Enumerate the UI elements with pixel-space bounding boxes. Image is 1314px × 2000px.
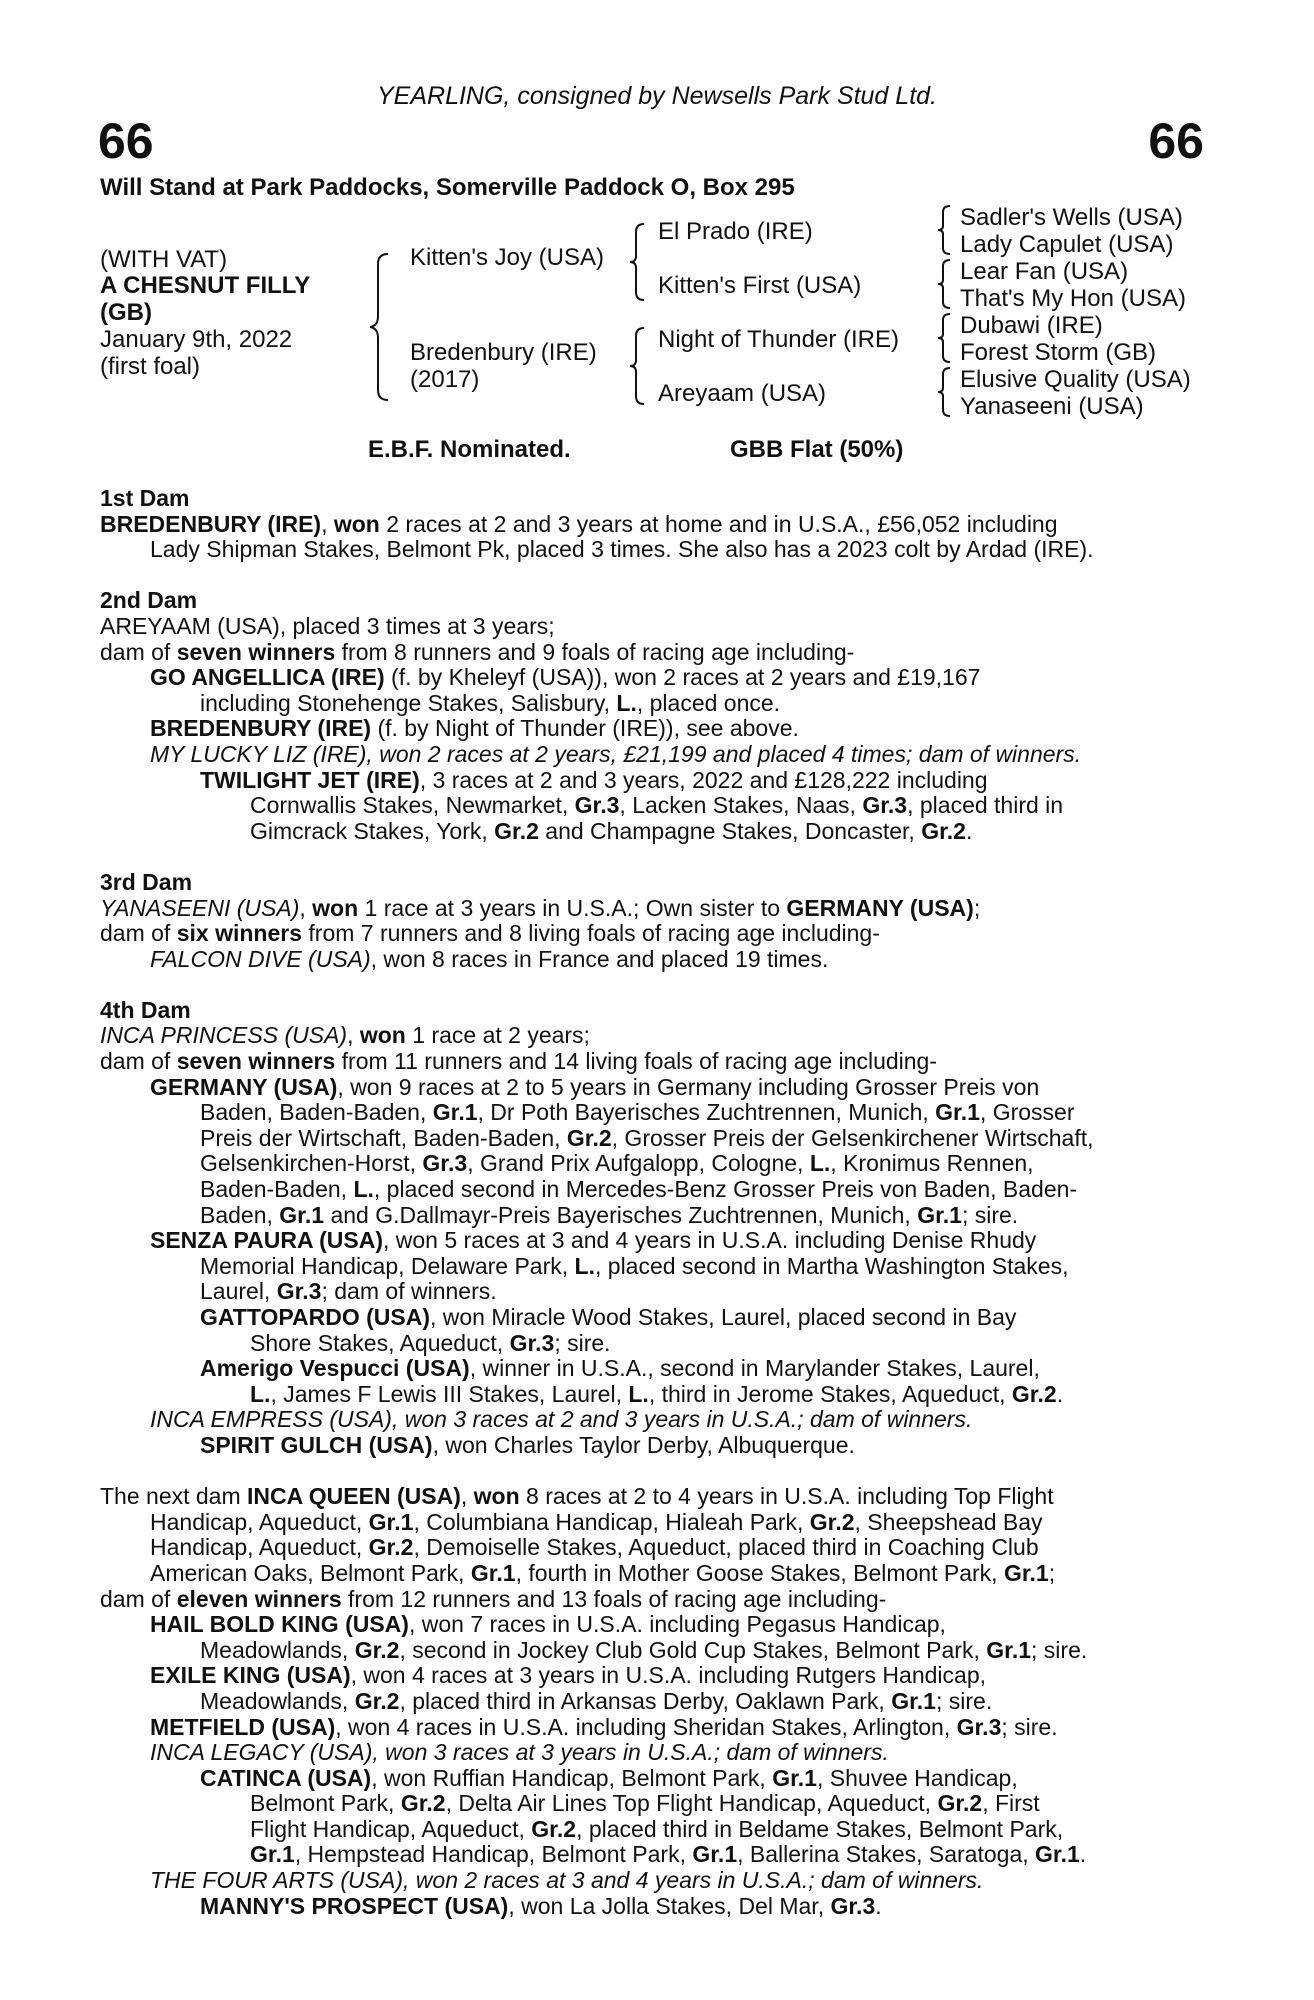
dam-sire-name: Night of Thunder (IRE) — [658, 326, 899, 353]
text-line: Gr.1, Hempstead Handicap, Belmont Park, Gr.1, Ballerina Stakes, Saratoga, Gr.1. — [250, 1841, 1087, 1868]
text-line: GATTOPARDO (USA), won Miracle Wood Stakes, Laurel, placed second in Bay — [200, 1304, 1017, 1330]
pedigree-brace-main — [368, 252, 394, 402]
text-line: Meadowlands, Gr.2, second in Jockey Club Gold Cup Stakes, Belmont Park, Gr.1; sire. — [200, 1636, 1088, 1663]
text-line: Gimcrack Stakes, York, Gr.2 and Champagne Stakes, Doncaster, Gr.2. — [250, 817, 973, 844]
text-line: INCA EMPRESS (USA), won 3 races at 2 and 3 years in U.S.A.; dam of winners. — [150, 1406, 973, 1433]
text-line: Meadowlands, Gr.2, placed third in Arkansas Derby, Oaklawn Park, Gr.1; sire. — [200, 1687, 993, 1714]
vat-note: (WITH VAT) — [100, 246, 228, 273]
section-heading-1st-dam: 1st Dam — [100, 485, 190, 511]
text-line: Belmont Park, Gr.2, Delta Air Lines Top Flight Handicap, Aqueduct, Gr.2, First — [250, 1790, 1040, 1817]
text-line: FALCON DIVE (USA), won 8 races in France and placed 19 times. — [150, 945, 829, 972]
text-line: dam of eleven winners from 12 runners and 13 foals of racing age including- — [100, 1585, 887, 1612]
text-line: Handicap, Aqueduct, Gr.2, Demoiselle Stakes, Aqueduct, placed third in Coaching Club — [150, 1534, 1039, 1561]
text-line: THE FOUR ARTS (USA), won 2 races at 3 and 4 years in U.S.A.; dam of winners. — [150, 1867, 984, 1894]
text-line: BREDENBURY (IRE) (f. by Night of Thunder (IRE)), see above. — [150, 715, 799, 742]
granddam-4: Yanaseeni (USA) — [960, 393, 1144, 420]
dam-dam-name: Areyaam (USA) — [658, 380, 827, 407]
pedigree-brace-g1 — [936, 204, 956, 256]
text-line: American Oaks, Belmont Park, Gr.1, fourth in Mother Goose Stakes, Belmont Park, Gr.1; — [150, 1559, 1056, 1586]
text-line: Preis der Wirtschaft, Baden-Baden, Gr.2, Grosser Preis der Gelsenkirchener Wirtschaft, — [200, 1124, 1094, 1151]
text-line: Cornwallis Stakes, Newmarket, Gr.3, Lacken Stakes, Naas, Gr.3, placed third in — [250, 792, 1064, 819]
text-line: Laurel, Gr.3; dam of winners. — [200, 1278, 497, 1305]
sire-name: Kitten's Joy (USA) — [410, 244, 604, 271]
lot-number-right: 66 — [1148, 113, 1204, 169]
text-line: Handicap, Aqueduct, Gr.1, Columbiana Handicap, Hialeah Park, Gr.2, Sheepshead Bay — [150, 1508, 1043, 1535]
text-line: Baden-Baden, L., placed second in Mercedes-Benz Grosser Preis von Baden, Baden- — [200, 1176, 1078, 1203]
text-line: Gelsenkirchen-Horst, Gr.3, Grand Prix Aufgalopp, Cologne, L., Kronimus Rennen, — [200, 1150, 1034, 1177]
text-line: Shore Stakes, Aqueduct, Gr.3; sire. — [250, 1329, 611, 1356]
grandsire-4: Elusive Quality (USA) — [960, 366, 1191, 393]
grandsire-2: Lear Fan (USA) — [960, 258, 1129, 285]
dam-year: (2017) — [410, 366, 480, 393]
text-line: GO ANGELLICA (IRE) (f. by Kheleyf (USA)), won 2 races at 2 years and £19,167 — [150, 664, 981, 691]
foal-note: (first foal) — [100, 353, 201, 380]
grandsire-1: Sadler's Wells (USA) — [960, 204, 1183, 231]
granddam-2: That's My Hon (USA) — [960, 285, 1186, 312]
dam-name: Bredenbury (IRE) — [410, 339, 597, 366]
foaling-date: January 9th, 2022 — [100, 326, 293, 353]
text-line: TWILIGHT JET (IRE), 3 races at 2 and 3 years, 2022 and £128,222 including — [200, 766, 988, 793]
stand-location: Will Stand at Park Paddocks, Somerville Paddock O, Box 295 — [100, 174, 795, 201]
consignor-line: YEARLING, consigned by Newsells Park Stud Ltd. — [377, 82, 937, 110]
pedigree-brace-dam — [628, 326, 650, 406]
text-line: SENZA PAURA (USA), won 5 races at 3 and 4 years in U.S.A. including Denise Rhudy — [150, 1227, 1037, 1254]
text-line: CATINCA (USA), won Ruffian Handicap, Belmont Park, Gr.1, Shuvee Handicap, — [200, 1764, 1018, 1791]
grandsire-3: Dubawi (IRE) — [960, 312, 1103, 339]
text-line: L., James F Lewis III Stakes, Laurel, L., third in Jerome Stakes, Aqueduct, Gr.2. — [250, 1380, 1064, 1407]
text-line: YANASEENI (USA), won 1 race at 3 years in U.S.A.; Own sister to GERMANY (USA); — [100, 894, 981, 921]
gbb-status: GBB Flat (50%) — [730, 436, 904, 463]
sire-sire-name: El Prado (IRE) — [658, 218, 813, 245]
section-heading-2nd-dam: 2nd Dam — [100, 587, 198, 614]
lot-header — [0, 0, 1314, 201]
text-line: AREYAAM (USA), placed 3 times at 3 years; — [100, 612, 555, 639]
section-heading-4th-dam: 4th Dam — [100, 996, 191, 1023]
horse-description: A CHESNUT FILLY — [100, 272, 311, 299]
text-line: SPIRIT GULCH (USA), won Charles Taylor Derby, Albuquerque. — [200, 1431, 855, 1458]
pedigree-brace-g4 — [936, 366, 956, 418]
text-line: The next dam INCA QUEEN (USA), won 8 races at 2 to 4 years in U.S.A. including Top Flight — [100, 1483, 1054, 1510]
text-line: EXILE KING (USA), won 4 races at 3 years in U.S.A. including Rutgers Handicap, — [150, 1662, 986, 1689]
text-line: Memorial Handicap, Delaware Park, L., placed second in Martha Washington Stakes, — [200, 1252, 1069, 1279]
text-line: Baden, Baden-Baden, Gr.1, Dr Poth Bayerisches Zuchtrennen, Munich, Gr.1, Grosser — [200, 1099, 1075, 1126]
ebf-nomination: E.B.F. Nominated. — [368, 436, 571, 463]
text-line: Flight Handicap, Aqueduct, Gr.2, placed third in Beldame Stakes, Belmont Park, — [250, 1815, 1064, 1842]
text-line: dam of seven winners from 8 runners and 9 foals of racing age including- — [100, 638, 855, 665]
text-line: Amerigo Vespucci (USA), winner in U.S.A., second in Marylander Stakes, Laurel, — [200, 1355, 1040, 1382]
text-line: BREDENBURY (IRE), won 2 races at 2 and 3 years at home and in U.S.A., £56,052 including — [100, 510, 1058, 537]
granddam-1: Lady Capulet (USA) — [960, 231, 1174, 258]
text-line: INCA LEGACY (USA), won 3 races at 3 years in U.S.A.; dam of winners. — [150, 1739, 889, 1766]
text-line: INCA PRINCESS (USA), won 1 race at 2 years; — [100, 1022, 590, 1049]
text-line: dam of six winners from 7 runners and 8 living foals of racing age including- — [100, 920, 880, 947]
text-line: dam of seven winners from 11 runners and 14 living foals of racing age including- — [100, 1048, 938, 1075]
text-line: METFIELD (USA), won 4 races in U.S.A. including Sheridan Stakes, Arlington, Gr.3; sire. — [150, 1713, 1058, 1740]
text-line: Baden, Gr.1 and G.Dallmayr-Preis Bayerisches Zuchtrennen, Munich, Gr.1; sire. — [200, 1201, 1019, 1228]
granddam-3: Forest Storm (GB) — [960, 339, 1157, 366]
sire-dam-name: Kitten's First (USA) — [658, 272, 862, 299]
lot-number-left: 66 — [98, 113, 154, 169]
pedigree-brace-sire — [628, 222, 650, 302]
text-line: GERMANY (USA), won 9 races at 2 to 5 years in Germany including Grosser Preis von — [150, 1073, 1040, 1100]
catalogue-body — [100, 486, 1205, 1919]
text-line: including Stonehenge Stakes, Salisbury, L., placed once. — [200, 689, 781, 716]
horse-origin: (GB) — [100, 299, 152, 326]
pedigree-brace-g3 — [936, 312, 956, 364]
pedigree-brace-g2 — [936, 258, 956, 310]
section-heading-3rd-dam: 3rd Dam — [100, 868, 193, 895]
text-line: MY LUCKY LIZ (IRE), won 2 races at 2 years, £21,199 and placed 4 times; dam of winners. — [150, 740, 1082, 767]
text-line: Lady Shipman Stakes, Belmont Pk, placed 3 times. She also has a 2023 colt by Ardad (IRE). — [150, 536, 1094, 563]
text-line: HAIL BOLD KING (USA), won 7 races in U.S.A. including Pegasus Handicap, — [150, 1611, 946, 1638]
text-line: MANNY'S PROSPECT (USA), won La Jolla Stakes, Del Mar, Gr.3. — [200, 1892, 882, 1919]
